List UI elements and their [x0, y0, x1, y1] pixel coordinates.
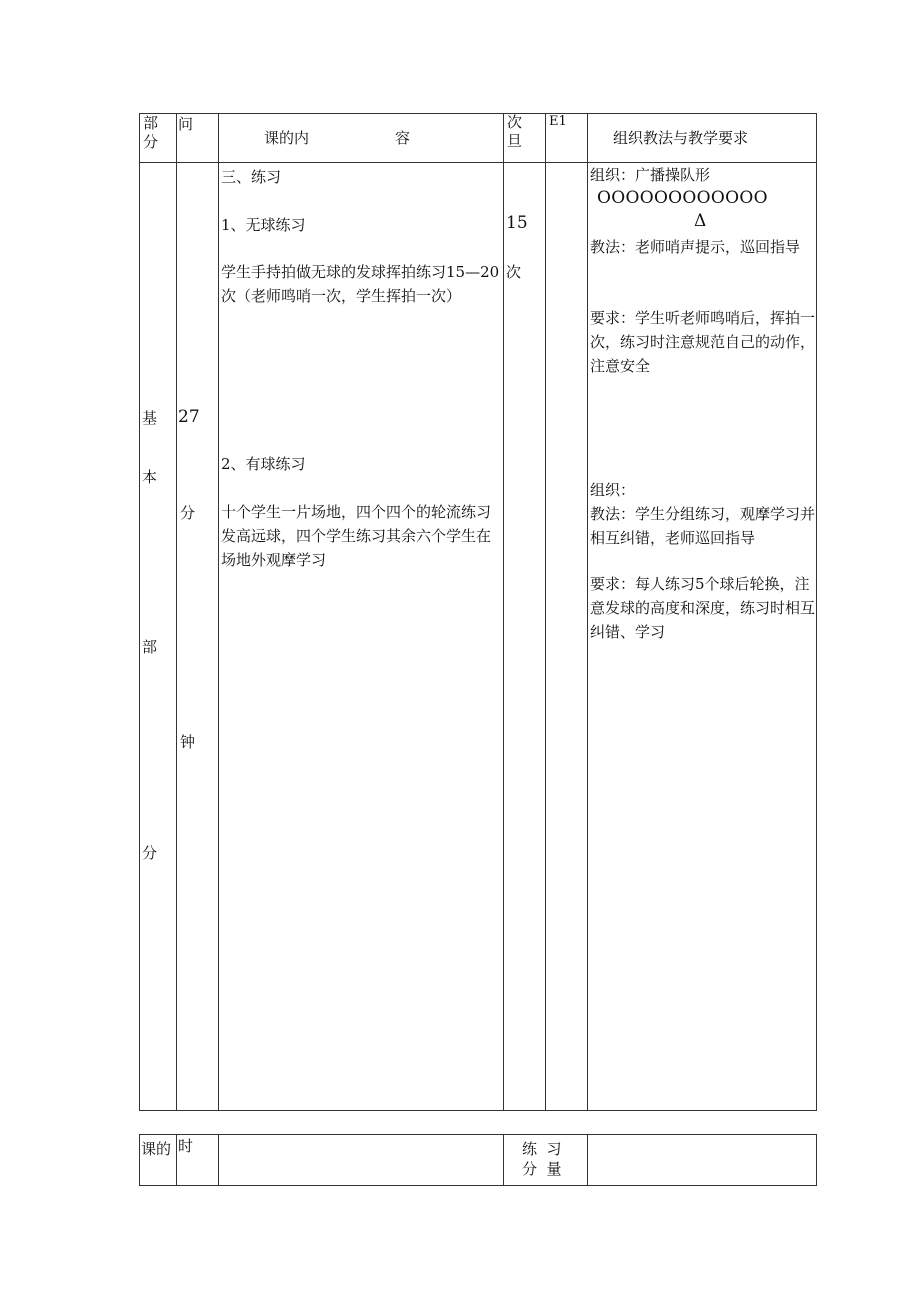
footer-border-top: [139, 1134, 817, 1135]
col-border-3: [218, 113, 219, 1111]
footer-col-5: [587, 1134, 588, 1186]
header-divider: [139, 162, 817, 163]
section-label-2: 本: [142, 468, 158, 486]
header-method: 组织教法与教学要求: [613, 129, 749, 147]
footer-label-a: 课的: [141, 1140, 172, 1158]
footer-load-a: 练 习: [522, 1140, 562, 1158]
col-border-7: [816, 113, 817, 1111]
footer-col-4: [503, 1134, 504, 1186]
section-label-3: 部: [142, 638, 158, 656]
time-unit-2: 钟: [180, 733, 196, 751]
item1-title: 1、无球练习: [221, 216, 306, 234]
method-req2: 要求：每人练习5个球后轮换，注意发球的高度和深度，练习时相互纠错、学习: [590, 575, 816, 641]
footer-load-b: 分 量: [522, 1160, 562, 1178]
table-border-top: [139, 113, 817, 114]
time-value: 27: [178, 407, 200, 427]
footer-col-2: [176, 1134, 177, 1186]
col-border-2: [176, 113, 177, 1111]
section-label-1: 基: [142, 409, 158, 427]
col-border-6: [587, 113, 588, 1111]
item1-body: 学生手持拍做无球的发球挥拍练习15—20次（老师鸣哨一次，学生挥拍一次）: [221, 263, 500, 305]
item2-body: 十个学生一片场地，四个四个的轮流练习发高远球，四个学生练习其余六个学生在场地外观摩学习: [221, 503, 492, 569]
header-intensity: E1: [549, 114, 567, 129]
method-req1: 要求：学生听老师鸣哨后，挥拍一次，练习时注意规范自己的动作，注意安全: [590, 309, 816, 375]
method-teach1: 教法：老师哨声提示，巡回指导: [590, 238, 801, 256]
count-unit: 次: [506, 263, 522, 281]
formation-teacher: Δ: [694, 211, 707, 231]
col-border-5: [545, 113, 546, 1111]
content-heading: 三、练习: [221, 168, 282, 186]
col-border-1: [139, 113, 140, 1111]
footer-label-b: 时: [178, 1137, 194, 1155]
method-org1: 组织：广播操队形: [590, 166, 711, 184]
col-border-4: [503, 113, 504, 1111]
section-label-4: 分: [142, 844, 158, 862]
count-value: 15: [506, 213, 528, 233]
method-teach2: 教法：学生分组练习，观摩学习并相互纠错，老师巡回指导: [590, 505, 816, 547]
footer-col-6: [816, 1134, 817, 1186]
formation-students: OOOOOOOOOOOO: [597, 188, 768, 208]
header-count: 次 旦: [507, 113, 523, 150]
header-content-a: 课的内: [264, 129, 310, 147]
header-time: 问: [178, 115, 194, 133]
header-content-b: 容: [395, 129, 411, 147]
footer-col-1: [139, 1134, 140, 1186]
header-part: 部 分: [143, 114, 159, 151]
time-unit-1: 分: [180, 504, 196, 522]
table-border-bottom: [139, 1110, 817, 1111]
footer-border-bottom: [139, 1185, 817, 1186]
footer-col-3: [218, 1134, 219, 1186]
item2-title: 2、有球练习: [221, 455, 306, 473]
method-org2: 组织：: [590, 481, 636, 499]
